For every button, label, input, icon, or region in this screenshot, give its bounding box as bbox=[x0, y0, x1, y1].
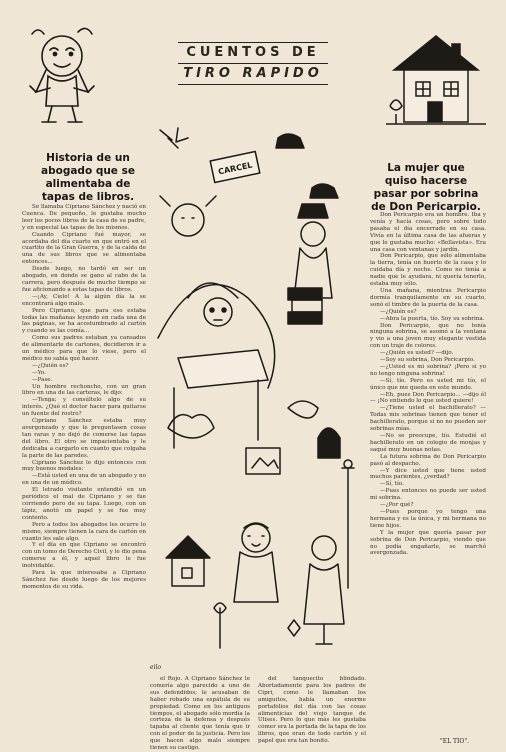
story-right-paragraph: —Pues porque yo tengo una hermana y es la única, y mi hermana no tiene hijos. bbox=[370, 508, 486, 529]
header-rule-top bbox=[178, 42, 328, 43]
story-right-paragraph: —Soy su sobrina, Don Pericarpio. bbox=[380, 357, 475, 364]
header-rule-mid bbox=[178, 63, 328, 64]
story-left-paragraph: Cipriano Sánchez estaba muy avergonzado y que le preguntasen cosas tan raras y no dejó de comerse las tapas del libro. El otro se impacientaba y le dedicaba a cargarlo en cuanto que colgaba la parte de las paredes. bbox=[22, 418, 146, 459]
story-right-body bbox=[370, 212, 486, 744]
house-illustration bbox=[386, 26, 486, 134]
header-rule-bottom bbox=[178, 84, 328, 85]
story-left-body bbox=[22, 204, 146, 744]
illustrator-signature: eilo bbox=[150, 664, 162, 671]
story-right-paragraph: Y la mujer que quería pasar por sobrina de Don Pericarpio, viendo que no podía engañarle, se marchó avergonzada. bbox=[370, 529, 486, 557]
story-right-paragraph: —Sí, tío. Pero es usted mi tío, el único que me queda en este mundo. bbox=[370, 377, 486, 391]
story-mid-paragraph: del tanquecito blindado. Abortadamente para los padres de Cipri, como le llamaban los amiguitos, había un enorme portafolios del día con las cosas alimenticias del viejo tanque de Ulises. Pero lo que más les gustaba comer era la portada de la tapa de los libros, que eran de todo cartón y el papel que era tan bonito. bbox=[258, 676, 367, 745]
story-left-paragraph: Para la que interesaba a Cipriano Sánchez fue desde luego de los mejores momentos de su vida. bbox=[22, 570, 146, 590]
story-left-paragraph: Como sus padres estaban ya cansados de alimentarle de cartones, decidieron ir a un médico para que lo viese, pero el médico no sabía qué hacer. bbox=[22, 335, 146, 362]
central-illustration bbox=[148, 108, 368, 673]
author-signature: "EL TIO". bbox=[440, 738, 469, 745]
story-left-paragraph: —Tenga; y consúltelo algo de su interés. ¿Qué el doctor hacer para quitarse un fuente del rostro? bbox=[22, 397, 146, 418]
story-right-paragraph: —¿Quién es? bbox=[380, 308, 417, 315]
story-right-paragraph: —¿Por qué? bbox=[380, 502, 414, 509]
header-line-1: CUENTOS DE bbox=[186, 45, 320, 60]
story-right-paragraph: —Sí, tío. bbox=[380, 481, 404, 488]
section-header bbox=[178, 40, 328, 87]
story-left-paragraph: Y el día en que Cipriano se encontró con un tomo de Derecho Civil, y le dio pena comerse a él, y aquel libro le fue inolvidable. bbox=[22, 542, 146, 570]
story-right-paragraph: La futura sobrina de Don Pericarpio pasó al despacho. bbox=[370, 453, 486, 467]
story-right-paragraph: —Y dice usted que tiene usted muchos parientes, ¿verdad? bbox=[370, 467, 486, 481]
story-right-paragraph: —¿Quién es usted? —dijo. bbox=[380, 350, 454, 357]
story-mid-column-1 bbox=[150, 676, 250, 752]
story-right-paragraph: Don Pericarpio era un hombre. Iba y venía y hacía cosas, pero sobre todo pasaba el día encerrado en su casa. Vivía en la última casa de las afueras y que le gustaba mucho: «Bellavista». Era una casa con ventanas y jardín. bbox=[370, 212, 486, 253]
header-line-2: TIRO RAPIDO bbox=[183, 66, 323, 81]
story-mid-paragraph: el Rojo. A Cipriano Sánchez le comería algo parecido a uno de sus defendidos; le acusaban de haber robado una espátula de su propiedad. Como en los antiguos tiempos, el abogado sólo mordía la corteza de la defensa y después tapaba al cliente que tenía que ir con el poder de la justicia. Pero los que hacen algo malo siempre tienen su castigo. bbox=[150, 676, 250, 752]
story-right-paragraph: —Eh, pues Don Pericarpio... —dijo él— ¡No entiendo lo que usted quiere! bbox=[370, 391, 486, 405]
story-right-paragraph: —¿Tiene usted el bachillerato? —Todas mis sobrinas tienen que tener el bachillerato, porque si no no pueden ser sobrinas mías. bbox=[370, 405, 486, 433]
story-left-paragraph: Cipriano Sánchez le dijo entonces con muy buenos modales: bbox=[22, 459, 146, 473]
story-right-title: La mujer que quiso hacerse pasar por sobrina de Don Pericarpio. bbox=[371, 162, 481, 213]
story-right-paragraph: Don Pericarpio, que sólo alimentaba la tierra, tenía un huerto de la casa y lo cuidaba día y noche. Como no tenía a nadie que le ayudara, ni quería tenerlo, estaba muy sólo. bbox=[370, 253, 486, 288]
story-left-paragraph: —Pase. bbox=[32, 376, 53, 383]
story-left-paragraph: Pero a todos los abogados les ocurre lo mismo, siempre tienen la cara de cartón en cuanto les sale algo. bbox=[22, 521, 146, 542]
story-left-paragraph: Un hombre rechoncho, con un gran libro en una de las carteras, le dijo: bbox=[22, 383, 146, 397]
story-left-paragraph: —Está usted en una de un abogado y no en una de un médico. bbox=[22, 473, 146, 487]
story-right-paragraph: —Abra la puerta, tío. Soy su sobrina. bbox=[380, 315, 485, 322]
story-left-paragraph: El letrado visitante entendió en un periódico el mal de Cipriano y se fue corriendo pero de su tapa. Luego, con un lápiz, anotó un papel y se fue muy contento. bbox=[22, 487, 146, 521]
story-mid-column-2 bbox=[258, 676, 366, 744]
mascot-illustration bbox=[22, 22, 102, 132]
story-left-paragraph: Pero Cipriano, que para eso estaba todas las mañanas leyendo en cada una de las páginas, se ha acostumbrado al cartón y cuando se las comía... bbox=[22, 307, 146, 335]
story-left-paragraph: Cuando Cipriano fué mayor, se acordaba del día cuarto en que entró en el cuartito de la Gran Guerra, y de la caída de una de sus libros que se alimentaba entonces... bbox=[22, 231, 146, 266]
story-right-paragraph: —¿Usted es mi sobrina? ¡Pero si yo no tengo ninguna sobrina! bbox=[370, 363, 486, 377]
story-right-paragraph: Don Pericarpio, que no tenía ninguna sobrina, se asomó a la ventana y vio a una joven muy elegante vestida con un traje de colores. bbox=[370, 322, 486, 350]
story-right-paragraph: —Pues entonces no puede ser usted mi sobrina. bbox=[370, 488, 486, 502]
carcel-sign-label: CARCEL bbox=[217, 160, 254, 177]
story-left-paragraph: —¿Quién es? bbox=[32, 362, 69, 369]
story-left-title: Historia de un abogado que se alimentaba de tapas de libros. bbox=[41, 152, 135, 203]
story-right-paragraph: Una mañana, mientras Pericarpio dormía tranquilamente en su cuarto, sonó el timbre de la puerta de la casa. bbox=[370, 287, 486, 308]
story-left-paragraph: Se llamaba Cipriano Sánchez y nació en Cuenca. De pequeño, le gustaba mucho leer los pocos libros de la casa de su padre, y en especial las tapas de los mismos. bbox=[22, 204, 146, 231]
story-right-paragraph: —No se preocupe, tío. Estudié el bachillerato en un colegio de monjas y saqué muy buenas notas. bbox=[370, 433, 486, 453]
story-left-paragraph: Desde luego, no tardó en ser un abogado, en donde se gano al cabo de la carrera, pero después de mucho tiempo se fue aficionando a estas tapas de libros. bbox=[22, 266, 146, 293]
story-left-paragraph: —¡Ay, Cielo! A la algún día la se encontrará algo malo. bbox=[22, 293, 146, 307]
story-left-paragraph: —Yo. bbox=[32, 369, 46, 376]
